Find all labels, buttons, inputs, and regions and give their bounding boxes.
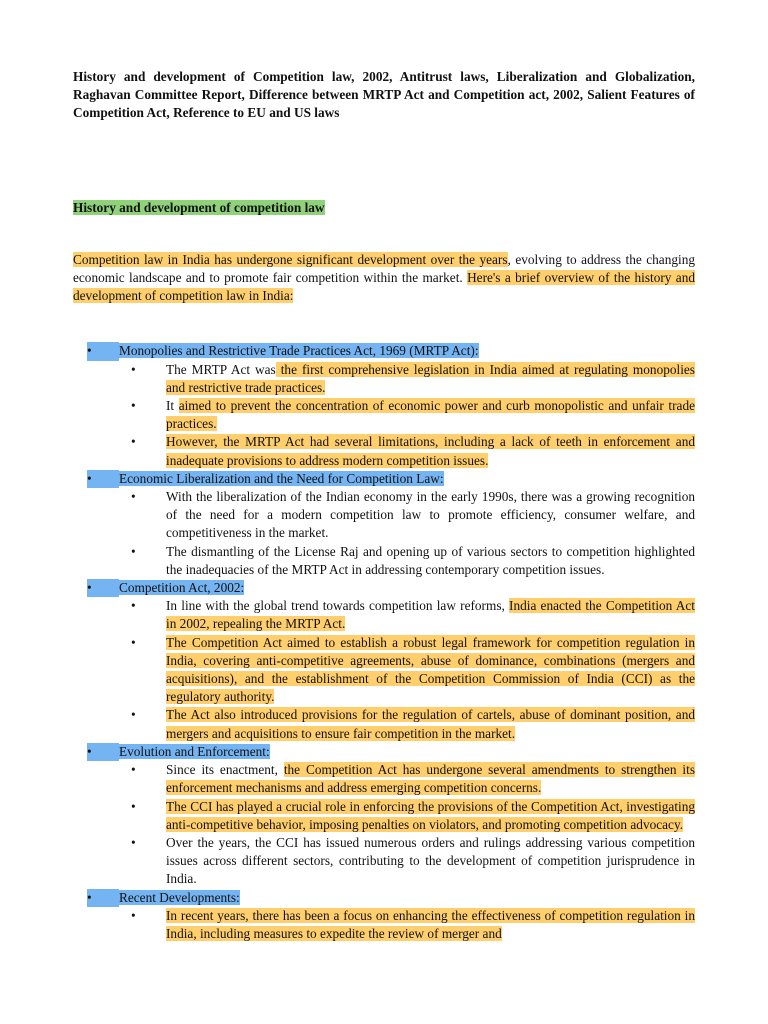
sub-bullet-icon: • bbox=[131, 398, 136, 414]
bullet-icon: • bbox=[87, 889, 119, 907]
topic-label: Competition Act, 2002: bbox=[119, 580, 245, 596]
document-title: History and development of Competition law, 2002, Antitrust laws, Liberalization and Globalization, Raghavan Committee Report, Difference between MRTP Act and Competition act, 2002, Salient Features of Competition Act, Reference to EU and US laws bbox=[73, 69, 695, 121]
sub-item-text-run: In recent years, there has been a focus on enhancing the effectiveness of competition regulation in India, including measures to expedite the review of merger and bbox=[166, 907, 695, 941]
sub-bullet-icon: • bbox=[131, 434, 136, 450]
topic-item bbox=[73, 342, 695, 469]
sub-item bbox=[73, 706, 695, 742]
bullet-icon: • bbox=[87, 743, 119, 761]
bullet-icon: • bbox=[87, 470, 119, 488]
sub-item bbox=[73, 761, 695, 797]
topic-item bbox=[73, 743, 695, 889]
intro-text-run: Here's a brief overview of the history and development of competition law in India: bbox=[73, 270, 695, 304]
topic-label: Recent Developments: bbox=[119, 889, 240, 905]
sub-item-text-run: Since its enactment, bbox=[166, 762, 284, 778]
sub-item-text-run: The Competition Act aimed to establish a robust legal framework for competition regulation in India, covering anti-competitive agreements, abuse of dominance, combinations (mergers and acquisitions), and the establishment of the Competition Commission of India (CCI) as the regulatory authority. bbox=[166, 634, 695, 705]
sub-item-text-run: aimed to prevent the concentration of economic power and curb monopolistic and unfair trade practices. bbox=[166, 398, 695, 432]
topic-heading bbox=[73, 579, 695, 597]
sub-item-text-run: The CCI has played a crucial role in enforcing the provisions of the Competition Act, investigating anti-competitive behavior, imposing penalties on violators, and promoting competition advocacy. bbox=[166, 798, 695, 832]
sub-bullet-icon: • bbox=[131, 489, 136, 505]
sub-item-text-run: It bbox=[166, 398, 179, 414]
sub-item bbox=[73, 397, 695, 433]
section-heading bbox=[73, 199, 695, 217]
topic-heading bbox=[73, 470, 695, 488]
sub-bullet-icon: • bbox=[131, 361, 136, 377]
topic-heading bbox=[73, 743, 695, 761]
sub-item bbox=[73, 634, 695, 707]
intro-paragraph bbox=[73, 251, 695, 306]
sub-item-text-run: With the liberalization of the Indian economy in the early 1990s, there was a growing recognition of the need for a modern competition law to promote efficiency, consumer welfare, and competitiveness in the market. bbox=[166, 489, 695, 541]
topic-list bbox=[73, 342, 695, 943]
section-heading-text: History and development of competition law bbox=[73, 199, 325, 215]
sub-item-text-run: The MRTP Act was bbox=[166, 361, 276, 377]
sub-bullet-icon: • bbox=[131, 543, 136, 559]
sub-item bbox=[73, 543, 695, 579]
document-page bbox=[73, 68, 695, 943]
sub-item bbox=[73, 798, 695, 834]
intro-text-run: Competition law in India has undergone significant development over the years bbox=[73, 251, 508, 267]
sub-item bbox=[73, 361, 695, 397]
sub-bullet-icon: • bbox=[131, 634, 136, 650]
topic-item bbox=[73, 579, 695, 743]
sub-bullet-icon: • bbox=[131, 834, 136, 850]
sub-item-text-run: Over the years, the CCI has issued numerous orders and rulings addressing various competition issues across different sectors, contributing to the development of competition jurisprudence in India. bbox=[166, 834, 695, 887]
sub-list bbox=[73, 761, 695, 888]
sub-list bbox=[73, 361, 695, 470]
sub-bullet-icon: • bbox=[131, 798, 136, 814]
topic-heading bbox=[73, 342, 695, 360]
topic-label: Economic Liberalization and the Need for Competition Law: bbox=[119, 470, 444, 486]
topic-heading bbox=[73, 889, 695, 907]
sub-item-text-run: the first comprehensive legislation in India aimed at regulating monopolies and restrictive trade practices. bbox=[166, 361, 695, 395]
bullet-icon: • bbox=[87, 579, 119, 597]
sub-item bbox=[73, 433, 695, 469]
sub-list bbox=[73, 488, 695, 579]
sub-item-text-run: The Act also introduced provisions for the regulation of cartels, abuse of dominant position, and mergers and acquisitions to ensure fair competition in the market. bbox=[166, 707, 695, 741]
intro-text-run: , evolving to address the changing economic landscape and to promote fair competition within the market. bbox=[73, 251, 695, 286]
sub-item-text-run: In line with the global trend towards competition law reforms, bbox=[166, 598, 510, 614]
sub-item bbox=[73, 488, 695, 543]
sub-item bbox=[73, 907, 695, 943]
sub-item bbox=[73, 834, 695, 889]
sub-bullet-icon: • bbox=[131, 598, 136, 614]
sub-item-text-run: The dismantling of the License Raj and opening up of various sectors to competition highlighted the inadequacies of the MRTP Act in addressing contemporary competition issues. bbox=[166, 543, 695, 577]
sub-item-text-run: India enacted the Competition Act in 2002, repealing the MRTP Act. bbox=[166, 598, 695, 632]
sub-item bbox=[73, 597, 695, 633]
topic-label: Evolution and Enforcement: bbox=[119, 743, 270, 759]
sub-bullet-icon: • bbox=[131, 907, 136, 923]
sub-bullet-icon: • bbox=[131, 762, 136, 778]
topic-item bbox=[73, 889, 695, 944]
topic-item bbox=[73, 470, 695, 579]
bullet-icon: • bbox=[87, 342, 119, 360]
sub-list bbox=[73, 907, 695, 943]
topic-label: Monopolies and Restrictive Trade Practices Act, 1969 (MRTP Act): bbox=[119, 343, 479, 359]
sub-list bbox=[73, 597, 695, 743]
sub-item-text-run: the Competition Act has undergone several amendments to strengthen its enforcement mechanisms and address emerging competition concerns. bbox=[166, 762, 695, 796]
sub-item-text-run: However, the MRTP Act had several limitations, including a lack of teeth in enforcement and inadequate provisions to address modern competition issues. bbox=[166, 434, 695, 468]
sub-bullet-icon: • bbox=[131, 707, 136, 723]
